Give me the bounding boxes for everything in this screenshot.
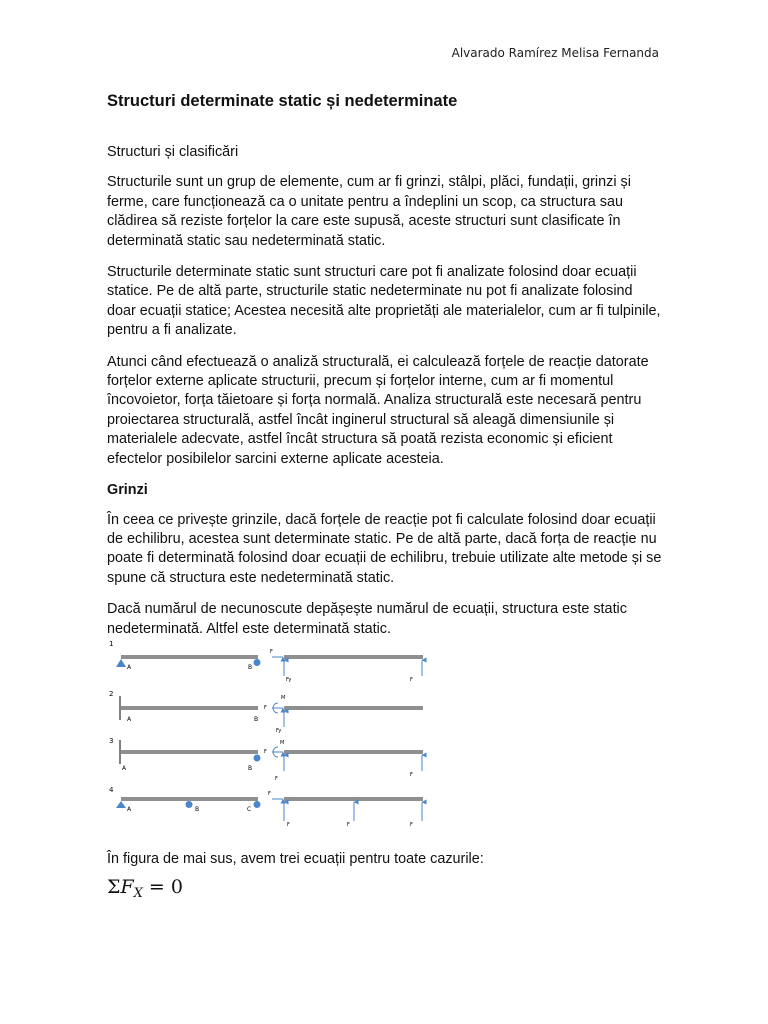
node-label: A — [127, 664, 132, 671]
formula-rest: = 0 — [142, 876, 183, 898]
force-label: F — [410, 822, 413, 828]
beam-2-right — [284, 706, 423, 710]
node-label: A — [122, 765, 127, 772]
formula-subscript: X — [133, 886, 143, 901]
node-label: C — [247, 806, 252, 813]
beam-1-right — [284, 655, 423, 659]
pin-support-icon — [116, 801, 126, 808]
roller-support-icon — [254, 801, 261, 808]
case-number-3: 3 — [109, 737, 114, 745]
beam-2-left — [121, 706, 258, 710]
force-label: F — [410, 772, 413, 778]
roller-support-icon — [186, 801, 193, 808]
force-label: F — [264, 749, 267, 755]
section-heading-grinzi: Grinzi — [107, 482, 148, 499]
document-title: Structuri determinate static și nedeterminate — [107, 92, 458, 110]
beam-diagram-figure — [107, 636, 427, 831]
force-label: Fy — [286, 677, 292, 683]
node-label: B — [254, 716, 259, 723]
case-number-2: 2 — [109, 690, 114, 698]
force-label: F — [287, 822, 290, 828]
force-label: M — [280, 740, 285, 746]
node-label: A — [127, 716, 132, 723]
roller-support-icon — [254, 755, 261, 762]
beam-1-left — [121, 655, 258, 659]
node-label: A — [127, 806, 132, 813]
roller-support-icon — [254, 659, 261, 666]
force-label: F — [270, 649, 273, 655]
document-body — [107, 143, 663, 651]
force-label: F — [268, 791, 271, 797]
force-label: M — [281, 695, 286, 701]
beam-4-left — [121, 797, 258, 801]
beam-diagram — [107, 636, 427, 831]
beam-3-right — [284, 750, 423, 754]
force-label: Fy — [276, 728, 282, 734]
case-number-4: 4 — [109, 786, 114, 794]
figure-caption-text: În figura de mai sus, avem trei ecuații pentru toate cazurile: — [107, 851, 484, 867]
section-subtitle: Structuri și clasificări — [107, 144, 239, 160]
paragraph-5: Dacă numărul de necunoscute depășește numărul de ecuații, structura este static nedeterminată. Altfel este determinată static. — [107, 601, 627, 637]
paragraph-4: În ceea ce privește grinzile, dacă forțele de reacție pot fi calculate folosind doar ecuații de echilibru, acestea sunt determinate static. Pe de altă parte, dacă forța de reacție nu poate fi determinată folosind doar ecuații de echilibru, trebuie utilizate alte metode și se spune că structura este nedeterminată static. — [107, 511, 662, 586]
equilibrium-formula — [107, 876, 183, 901]
node-label: B — [248, 664, 253, 671]
force-label: F — [347, 822, 350, 828]
beam-4-right — [284, 797, 423, 801]
pin-support-icon — [116, 659, 126, 667]
force-label: F — [275, 776, 278, 782]
beam-3-left — [121, 750, 258, 754]
sigma-symbol: Σ — [107, 876, 121, 898]
paragraph-2: Structurile determinate static sunt structuri care pot fi analizate folosind doar ecuații statice. Pe de altă parte, structurile static nedeterminate nu pot fi analizate folosind doar ecuații statice; Acestea necesită alte proprietăți ale materialelor, cum ar fi tulpinile, pentru a fi analizate. — [107, 264, 661, 339]
node-label: B — [195, 806, 200, 813]
paragraph-1: Structurile sunt un grup de elemente, cum ar fi grinzi, stâlpi, plăci, fundații, grinzi și ferme, care funcționează ca o unitate pentru a îndeplini un scop, ca structura sau clădirea să reziste forțelor la care este supusă, aceste structuri sunt clasificate în determinată static sau nedeterminată static. — [107, 174, 631, 249]
case-number-1: 1 — [109, 640, 114, 648]
formula-variable: F — [120, 876, 134, 898]
paragraph-3: Atunci când efectuează o analiză structurală, ei calculează forțele de reacție datorate forțelor externe aplicate structurii, precum și forțelor interne, cum ar fi momentul încovoietor, forța tăietoare și forța normală. Analiza structurală este necesară pentru proiectarea structurală, astfel încât inginerul structural să aleagă dimensiunile și materialele adecvate, astfel încât structura să poată rezista economic și eficient efectelor posibilelor sarcini externe aplicate acesteia. — [107, 353, 649, 467]
author-name: Alvarado Ramírez Melisa Fernanda — [451, 46, 659, 60]
force-label: F — [410, 677, 413, 683]
node-label: B — [248, 765, 253, 772]
force-label: F — [264, 705, 267, 711]
